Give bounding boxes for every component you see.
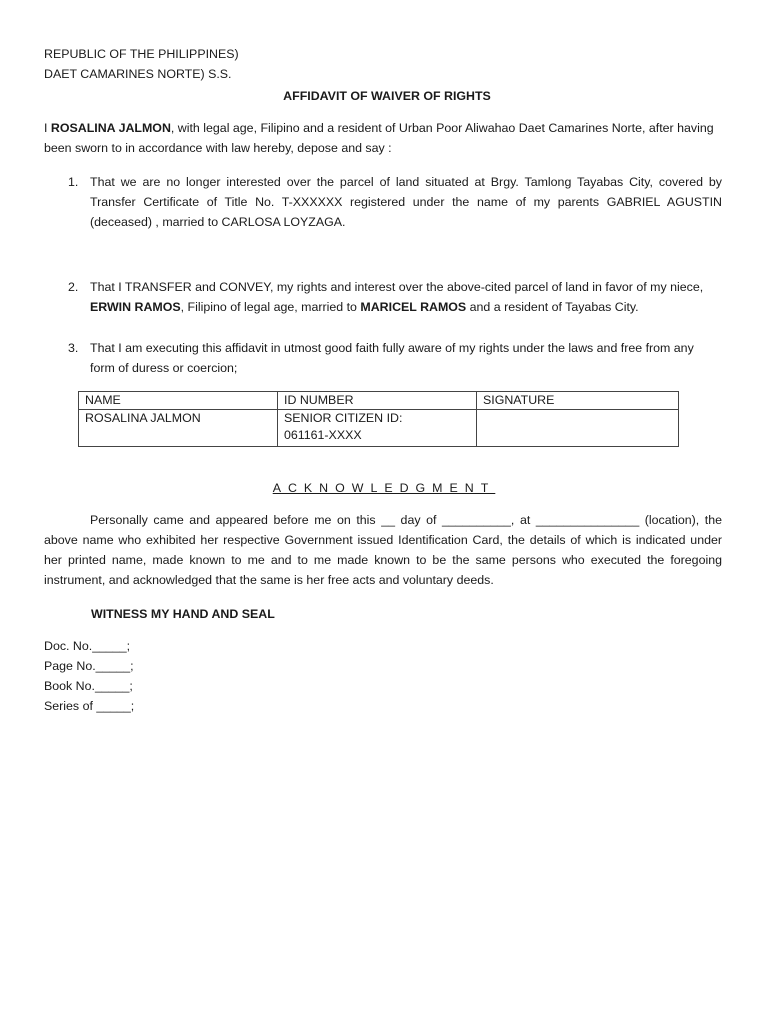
item-body [90, 338, 722, 378]
doc-number-field: Doc. No._____; [44, 639, 131, 653]
id-label: SENIOR CITIZEN ID: [284, 411, 403, 425]
series-field: Series of _____; [44, 699, 135, 713]
column-header-id-number: ID NUMBER [278, 392, 477, 410]
cell-name: ROSALINA JALMON [79, 410, 278, 447]
table-row [79, 410, 679, 447]
acknowledgment-paragraph [44, 510, 722, 590]
column-header-name: NAME [79, 392, 278, 410]
column-header-signature: SIGNATURE [477, 392, 679, 410]
item-3-line-1: That I am executing this affidavit in utmost good faith fully aware of my rights under the laws and free from any [90, 341, 694, 355]
cell-signature [477, 410, 679, 447]
acknowledgment-heading: ACKNOWLEDGMENT [272, 481, 496, 495]
spouse-name: MARICEL RAMOS [360, 300, 467, 314]
intro-paragraph [44, 118, 722, 158]
item-number: 3. [68, 341, 79, 355]
intro-line-1: I ROSALINA JALMON, with legal age, Filipino and a resident of Urban Poor Aliwahao Daet Camarines Norte, after having [44, 121, 714, 135]
ack-line-2: above name who exhibited her respective Government issued Identification Card, the details of which is indicated under [44, 533, 722, 547]
item-number: 1. [68, 175, 79, 189]
list-item-1 [68, 172, 722, 232]
cell-id-number [278, 410, 477, 447]
affiant-name: ROSALINA JALMON [50, 121, 171, 135]
item-body [90, 277, 722, 317]
list-item-3 [68, 338, 722, 378]
ack-line-1: Personally came and appeared before me on this __ day of __________, at _______________ (location), the [90, 513, 722, 527]
item-1-line-1: That we are no longer interested over the parcel of land situated at Brgy. Tamlong Tayabas City, covered by [90, 175, 722, 189]
item-1-line-3: (deceased) , married to CARLOSA LOYZAGA. [90, 215, 346, 229]
ack-line-4: instrument, and acknowledged that the same is her free acts and voluntary deeds. [44, 573, 494, 587]
item-body [90, 172, 722, 232]
page-number-field: Page No._____; [44, 659, 134, 673]
table-header-row [79, 392, 679, 410]
book-number-field: Book No._____; [44, 679, 133, 693]
niece-name: ERWIN RAMOS [90, 300, 181, 314]
document-title: AFFIDAVIT OF WAIVER OF RIGHTS [283, 89, 491, 103]
item-number: 2. [68, 280, 79, 294]
venue-caption-line-1: REPUBLIC OF THE PHILIPPINES) [44, 47, 239, 61]
item-2-line-1: That I TRANSFER and CONVEY, my rights and interest over the above-cited parcel of land in favor of my niece, [90, 280, 704, 294]
intro-line-2: been sworn to in accordance with law hereby, depose and say : [44, 141, 392, 155]
venue-caption-line-2: DAET CAMARINES NORTE) S.S. [44, 67, 232, 81]
item-2-line-2: ERWIN RAMOS, Filipino of legal age, married to MARICEL RAMOS and a resident of Tayabas City. [90, 300, 639, 314]
item-1-line-2: Transfer Certificate of Title No. T-XXXXXX registered under the name of my parents GABRIEL AGUSTIN [90, 195, 722, 209]
id-value: 061161-XXXX [284, 428, 362, 442]
signature-table [78, 391, 679, 447]
ack-line-3: her printed name, made known to me and to me made known to be the same persons who executed the foregoing [44, 553, 722, 567]
item-3-line-2: form of duress or coercion; [90, 361, 238, 375]
list-item-2 [68, 277, 722, 317]
witness-line: WITNESS MY HAND AND SEAL [91, 607, 275, 621]
